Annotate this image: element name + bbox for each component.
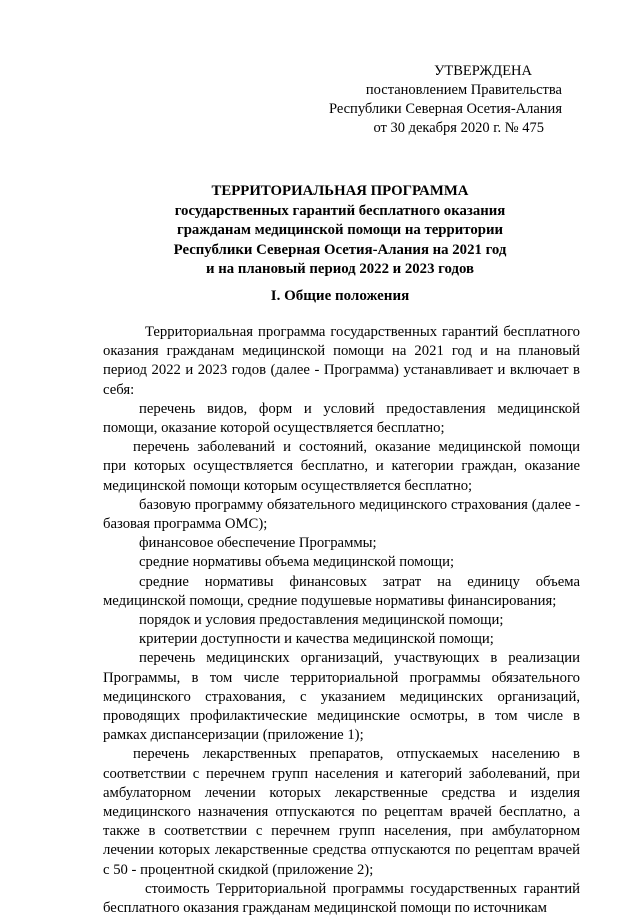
paragraph: стоимость Территориальной программы государственных гарантий бесплатного оказания гражданам медицинской помощи по источникам bbox=[103, 880, 580, 917]
title-line: Республики Северная Осетия-Алания на 2021 год bbox=[173, 241, 507, 258]
approval-republic-line: Республики Северная Осетия-Алания bbox=[328, 101, 562, 117]
paragraph: средние нормативы финансовых затрат на единицу объема медицинской помощи, средние подушевые нормативы финансирования; bbox=[103, 573, 580, 609]
title-line: государственных гарантий бесплатного оказания bbox=[174, 202, 506, 219]
section-heading: I. Общие положения bbox=[270, 288, 410, 304]
approval-date-line: от 30 декабря 2020 г. № 475 bbox=[373, 120, 544, 136]
paragraph: перечень заболеваний и состояний, оказание медицинской помощи при которых осуществляется бесплатно, и категории граждан, оказание медицинской помощи которым осуществляется бесплатно; bbox=[103, 439, 580, 494]
title-line: и на плановый период 2022 и 2023 годов bbox=[205, 261, 475, 277]
paragraph: перечень медицинских организаций, участвующих в реализации Программы, в том числе территориальной программы обязательного медицинского страхования, с указанием медицинских организаций, проводящих профилактические медицинские осмотры, в том числе в рамках диспансеризации (приложение 1); bbox=[103, 650, 580, 744]
paragraph: средние нормативы объема медицинской помощи; bbox=[139, 554, 455, 571]
title-line: ТЕРРИТОРИАЛЬНАЯ ПРОГРАММА bbox=[211, 183, 469, 199]
document-title bbox=[100, 182, 580, 280]
paragraph: перечень лекарственных препаратов, отпускаемых населению в соответствии с перечнем групп населения и категорий заболеваний, при амбулаторном лечении которых лекарственные средства и изделия медицинского назначения отпускаются по рецептам врачей бесплатно, а также в соответствии с перечнем групп населения, при амбулаторном лечении которых лекарственные средства отпускаются по рецептам врачей с 50 - процентной скидкой (приложение 2); bbox=[103, 746, 580, 878]
document-body bbox=[103, 323, 580, 918]
paragraph: критерии доступности и качества медицинской помощи; bbox=[139, 631, 494, 648]
paragraph: базовую программу обязательного медицинского страхования (далее - базовая программа ОМС); bbox=[103, 496, 580, 533]
approval-decree-line: постановлением Правительства bbox=[365, 82, 562, 98]
paragraph: перечень видов, форм и условий предоставления медицинской помощи, оказание которой осуществляется бесплатно; bbox=[103, 400, 580, 437]
paragraph: финансовое обеспечение Программы; bbox=[139, 535, 377, 552]
title-line: гражданам медицинской помощи на территории bbox=[176, 222, 504, 238]
paragraph: порядок и условия предоставления медицинской помощи; bbox=[139, 612, 504, 629]
approval-block bbox=[300, 62, 562, 138]
approval-heading: УТВЕРЖДЕНА bbox=[434, 63, 532, 79]
paragraph: Территориальная программа государственных гарантий бесплатного оказания гражданам медицинской помощи на 2021 год и на плановый период 2022 и 2023 годов (далее - Программа) устанавливает и включает в себя: bbox=[103, 324, 580, 398]
